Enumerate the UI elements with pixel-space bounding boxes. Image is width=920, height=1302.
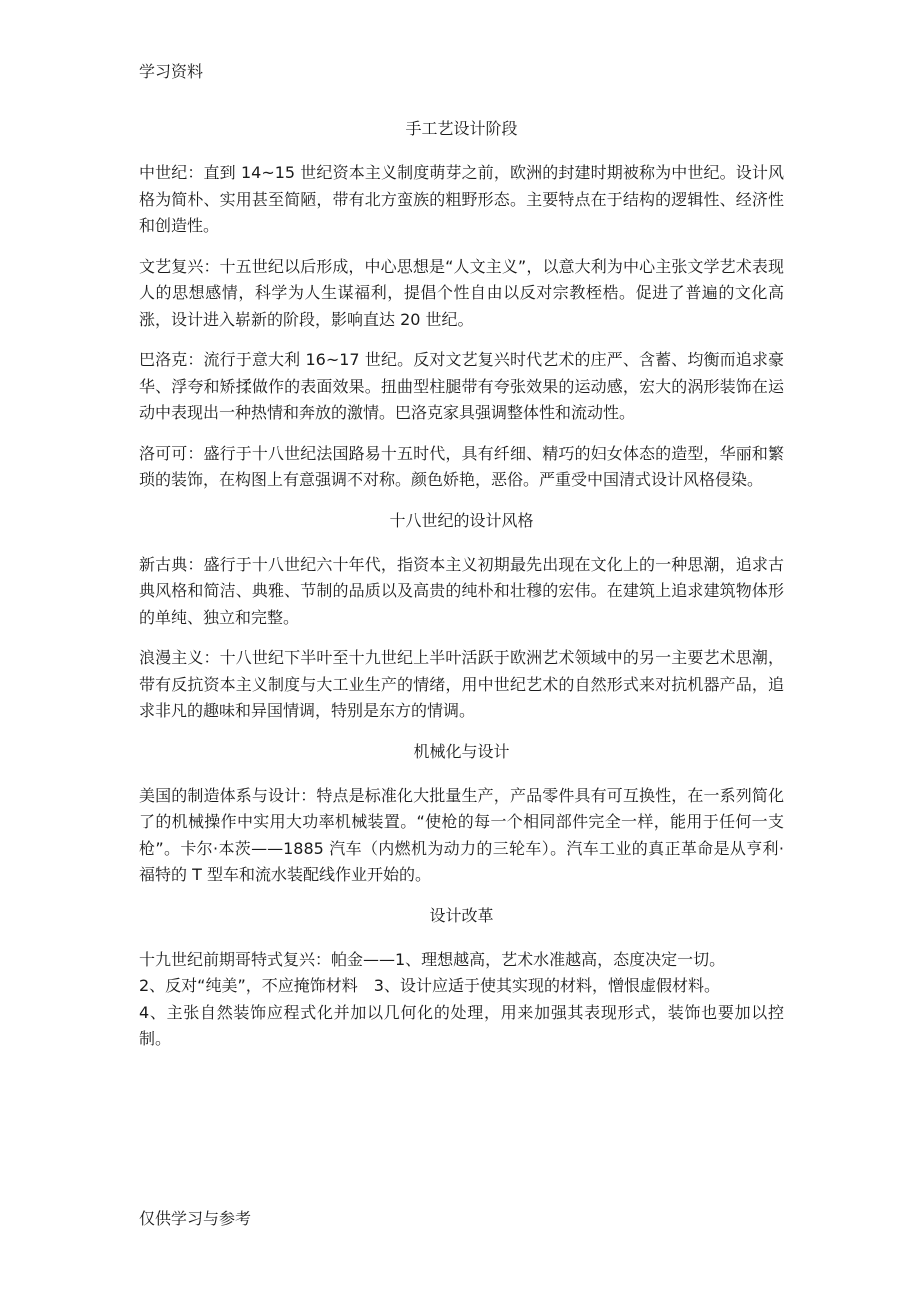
paragraph-renaissance: 文艺复兴：十五世纪以后形成，中心思想是“人文主义”，以意大利为中心主张文学艺术表现人的思想感情，科学为人生谋福利，提倡个性自由以反对宗教桎梏。促进了普遍的文化高涨，设计进入崭新的阶段，影响直达 20 世纪。 (139, 256, 784, 329)
paragraph-gothic-revival-line1: 十九世纪前期哥特式复兴：帕金——1、理想越高，艺术水准越高，态度决定一切。 (139, 949, 726, 969)
paragraph-neoclassical: 新古典：盛行于十八世纪六十年代，指资本主义初期最先出现在文化上的一种思潮，追求古典风格和简洁、典雅、节制的品质以及高贵的纯朴和壮穆的宏伟。在建筑上追求建筑物体形的单纯、独立和完整。 (139, 554, 784, 627)
paragraph-gothic-revival-line3: 4、主张自然装饰应程式化并加以几何化的处理，用来加强其表现形式，装饰也要加以控制。 (139, 1002, 784, 1048)
section-heading-mechanization: 机械化与设计 (413, 741, 510, 761)
paragraph-gothic-revival-line2: 2、反对“纯美”，不应掩饰材料 3、设计应适于使其实现的材料，憎恨虚假材料。 (139, 976, 720, 995)
header-note: 学习资料 (139, 62, 204, 81)
paragraph-american-system: 美国的制造体系与设计：特点是标准化大批量生产，产品零件具有可互换性，在一系列简化了的机械操作中实用大功率机械装置。“使枪的每一个相同部件完全一样，能用于任何一支枪”。卡尔·本茨——1885 汽车（内燃机为动力的三轮车）。汽车工业的真正革命是从亨利·福特的 T 型车和流水装配线作业开始的。 (139, 785, 784, 884)
document-body (139, 116, 784, 1053)
paragraph-medieval: 中世纪：直到 14~15 世纪资本主义制度萌芽之前，欧洲的封建时期被称为中世纪。设计风格为简朴、实用甚至简陋，带有北方蛮族的粗野形态。主要特点在于结构的逻辑性、经济性和创造性。 (139, 163, 784, 235)
paragraph-romanticism: 浪漫主义：十八世纪下半叶至十九世纪上半叶活跃于欧洲艺术领域中的另一主要艺术思潮，带有反抗资本主义制度与大工业生产的情绪，用中世纪艺术的自然形式来对抗机器产品，追求非凡的趣味和异国情调，特别是东方的情调。 (139, 648, 784, 720)
footer-note: 仅供学习与参考 (139, 1209, 252, 1228)
paragraph-rococo: 洛可可：盛行于十八世纪法国路易十五时代，具有纤细、精巧的妇女体态的造型，华丽和繁琐的装饰，在构图上有意强调不对称。颜色娇艳，恶俗。严重受中国清式设计风格侵染。 (139, 443, 784, 489)
paragraph-baroque: 巴洛克：流行于意大利 16~17 世纪。反对文艺复兴时代艺术的庄严、含蓄、均衡而追求豪华、浮夸和矫揉做作的表面效果。扭曲型柱腿带有夸张效果的运动感，宏大的涡形装饰在运动中表现出一种热情和奔放的激情。巴洛克家具强调整体性和流动性。 (139, 350, 784, 422)
section-heading-design-reform: 设计改革 (429, 905, 494, 925)
section-heading-18th-century: 十八世纪的设计风格 (389, 510, 534, 530)
section-heading-handicraft: 手工艺设计阶段 (405, 119, 518, 138)
